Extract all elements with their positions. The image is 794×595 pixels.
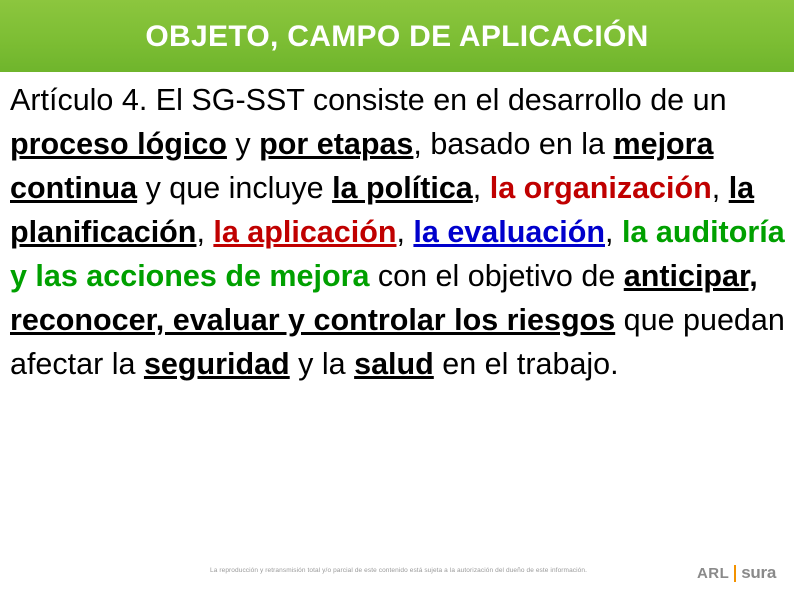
- text-run: en el trabajo.: [433, 347, 619, 381]
- logo-arl-text: ARL: [696, 564, 730, 582]
- text-run: la política: [332, 171, 473, 205]
- text-run: anticipar, reconocer, evaluar y controlar los riesgos: [10, 259, 758, 337]
- slide-footer: [0, 557, 794, 595]
- text-run: Artículo 4. El SG-SST consiste en el desarrollo de un: [10, 83, 727, 117]
- arl-sura-logo: [697, 561, 776, 585]
- text-run: la aplicación: [213, 215, 397, 249]
- text-run: salud: [354, 347, 434, 381]
- body-paragraph: [10, 78, 788, 386]
- page-title: OBJETO, CAMPO DE APLICACIÓN: [145, 19, 649, 53]
- text-run: proceso lógico: [10, 127, 227, 161]
- text-run: y la: [289, 347, 355, 381]
- slide-body: [10, 78, 788, 558]
- text-run: ,: [396, 215, 414, 249]
- text-run: con el objetivo de: [369, 259, 624, 293]
- text-run: mejora continua: [10, 127, 714, 205]
- text-run: la organización: [489, 171, 712, 205]
- text-run: por etapas: [259, 127, 414, 161]
- text-run: ,: [472, 171, 490, 205]
- text-run: la planificación: [10, 171, 755, 249]
- text-run: y que incluye: [137, 171, 333, 205]
- text-run: , basado en la: [413, 127, 614, 161]
- logo-sura-text: sura: [741, 563, 776, 582]
- text-run: la auditoría y las acciones de mejora: [10, 215, 785, 293]
- text-run: ,: [711, 171, 729, 205]
- text-run: ,: [196, 215, 214, 249]
- text-run: ,: [605, 215, 622, 249]
- slide-title-band: [0, 0, 794, 72]
- text-run: la evaluación: [413, 215, 605, 249]
- logo-divider: [734, 565, 736, 582]
- text-run: que puedan afectar la: [10, 303, 785, 381]
- text-run: y: [226, 127, 260, 161]
- copyright-note: La reproducción y retransmisión total y/o parcial de este contenido está sujeta a la autorización del dueño de este información.: [210, 567, 588, 574]
- text-run: seguridad: [143, 347, 290, 381]
